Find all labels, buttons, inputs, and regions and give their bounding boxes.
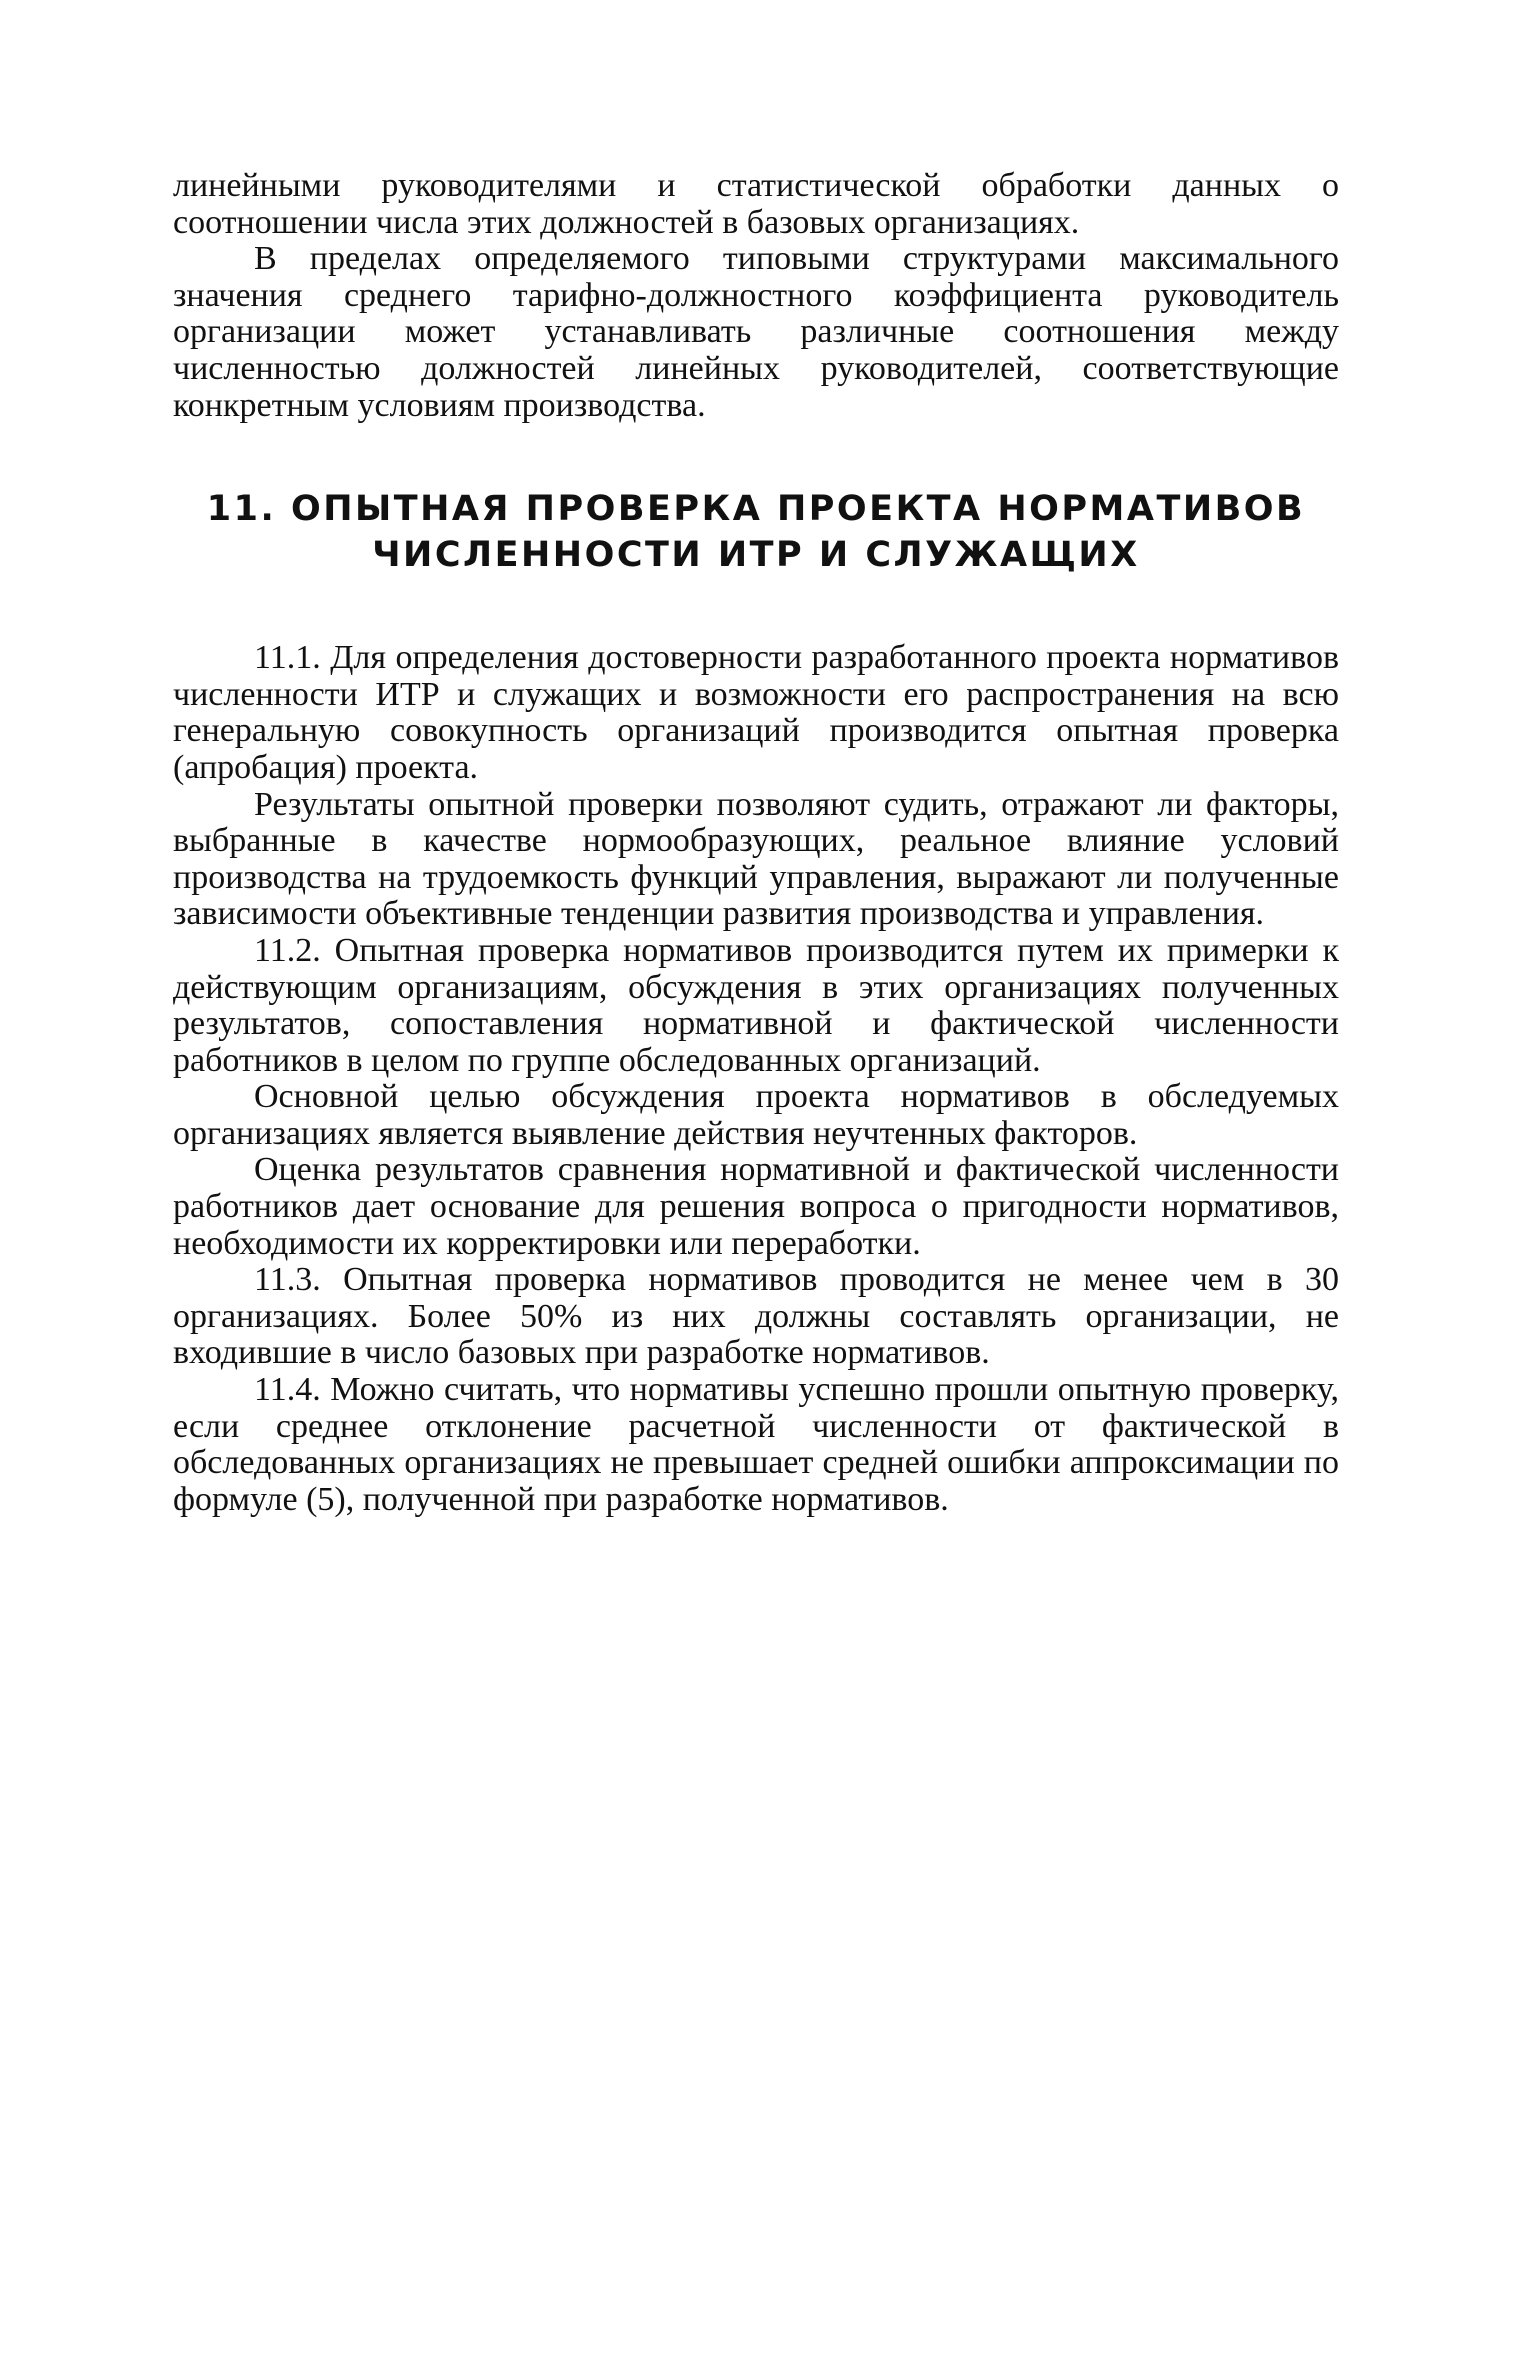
section-heading-line-1: 11. ОПЫТНАЯ ПРОВЕРКА ПРОЕКТА НОРМАТИВОВ xyxy=(206,489,1306,530)
paragraph-evaluation: Оценка результатов сравнения нормативной и фактической численности работников дает основание для решения вопроса о пригодности нормативов, необходимости их корректировки или переработки. xyxy=(173,1151,1339,1262)
section-heading-line-2: ЧИСЛЕННОСТИ ИТР И СЛУЖАЩИХ xyxy=(372,535,1140,576)
paragraph-11-4: 11.4. Можно считать, что нормативы успешно прошли опытную проверку, если среднее отклонение расчетной численности от фактической в обследованных организациях не превышает средней ошибки аппроксимации по формуле (5), полученной при разработке нормативов. xyxy=(173,1371,1339,1518)
continuation-paragraph: линейными руководителями и статистической обработки данных о соотношении числа этих должностей в базовых организациях. xyxy=(173,167,1339,241)
paragraph-results: Результаты опытной проверки позволяют судить, отражают ли факторы, выбранные в качестве нормообразующих, реальное влияние условий производства на трудоемкость функций управления, выражают ли полученные зависимости объективные тенденции развития производства и управления. xyxy=(173,785,1339,933)
paragraph-structure-ratio: В пределах определяемого типовыми структурами максимального значения среднего тарифно-должностного коэффициента руководитель организации может устанавливать различные соотношения между численностью должностей линейных руководителей, соответствующие конкретным условиям производства. xyxy=(173,240,1339,424)
section-heading xyxy=(173,486,1339,578)
paragraph-11-2: 11.2. Опытная проверка нормативов производится путем их примерки к действующим организациям, обсуждения в этих организациях полученных результатов, сопоставления нормативной и фактической численности работников в целом по группе обследованных организаций. xyxy=(173,931,1339,1079)
paragraph-11-1: 11.1. Для определения достоверности разработанного проекта нормативов численности ИТР и служащих и возможности его распространения на всю генеральную совокупность организаций производится опытная проверка (апробация) проекта. xyxy=(173,639,1339,786)
paragraph-11-3: 11.3. Опытная проверка нормативов проводится не менее чем в 30 организациях. Более 50% из них должны составлять организации, не входившие в число базовых при разработке нормативов. xyxy=(173,1261,1339,1372)
document-page xyxy=(173,168,1339,1518)
paragraph-discussion-goal: Основной целью обсуждения проекта нормативов в обследуемых организациях является выявление действия неучтенных факторов. xyxy=(173,1078,1339,1152)
